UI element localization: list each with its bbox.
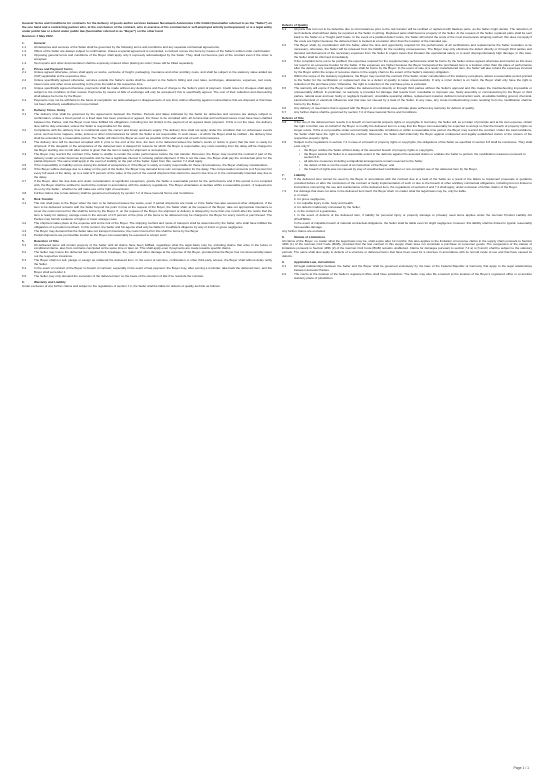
clause-text: The delivery time shall be governed by the agreements between the Parties. Periods and dates indicated by the Seller for deliveries and services are always subject to confirmation, unless a fixed period or a fixed date has been promised or agreed. For these to be complied with, all commercial and technical issues must have been clarified between the Parties, and the Buyer must have fulfilled his obligations, including but not limited to the payment of an agreed down payment. If this is not the case, the delivery time will be duly extended, unless the Seller is responsible for the delay. <box>34 112 272 128</box>
clause-number: 6.2 <box>282 42 287 47</box>
clause <box>282 44 532 60</box>
clause <box>282 273 532 281</box>
bullet-text: the Buyer assists the Seller to a reasonable extent in the defence against the asserted claims or enables the Seller to perform the modification measures pursuant to section 6.8, <box>304 151 526 160</box>
lettered-item: b. for gross negligence, <box>294 196 326 201</box>
lettered-item: e. in the context of a guarantee, <box>294 208 337 213</box>
clause-number: 6.3 <box>282 58 287 63</box>
clause-number: 6.1 <box>282 26 287 31</box>
clause-number: 5.1 <box>22 242 27 247</box>
clause-text: All parts that turn out to be defective due to circumstances prior to the risk transfer will be rectified or replaced with flawless parts, as the Seller might decide. The detection of such defects shall without delay be reported to the Seller in writing. Replaced parts shall become property of the Seller. At the request of the Seller, replaced parts shall be sent back to the Seller on a "freight paid" basis. In the event of a justified defect notice, the Seller will refund the costs of the most inexpensive shipping method; this does not apply if the costs are higher because the delivered item is located at a location other than the location of the intended use. <box>294 26 532 43</box>
clause-text: Within the scope of the statutory regulations, the Buyer may rescind the contract if the Seller, under consideration of the statutory exceptions, allows a reasonable period granted to the Seller for the rectification or replacement due to a defect of quality to lapse unsuccessfully. If only a minor defect is on hand, the Buyer shall only have the right to reduction of the purchase price. Otherwise, the right to reduction of the purchase price is excluded. <box>294 74 532 87</box>
clause <box>22 275 272 279</box>
clause-text: Unless agreed otherwise, prices shall apply ex works, exclusive of freight, packaging, insurance and other ancillary costs, and shall be subject to the statutory value added tax (VAT) applicable at the respective time. <box>34 70 272 79</box>
section-number: 6. <box>22 280 25 285</box>
clause-number: 9.2 <box>282 272 287 277</box>
clause-number: 1.4 <box>22 60 27 65</box>
clause-number: 1.2 <box>22 48 27 53</box>
section-title: Defects of Quality <box>282 23 308 27</box>
clause-number: 6.8 <box>282 119 287 124</box>
clause-number: 5.4 <box>22 266 27 271</box>
clause-number: 2.2 <box>22 78 27 83</box>
clause-number: 6.7 <box>282 109 287 114</box>
clause <box>282 190 532 194</box>
left-column <box>22 22 272 289</box>
bullet-item <box>299 168 532 172</box>
clause-number: 1.1 <box>22 44 27 49</box>
bullet-text: the Buyer notifies the Seller without delay of the asserted breach of property rights or copyrights, <box>304 147 434 152</box>
section-title: Statute of Limitations <box>294 234 326 239</box>
section <box>282 261 532 281</box>
clause-text: The shipment takes place at the expense and at the risk of the Buyer. The shipping method and mode of transport shall be determined by the Seller, who shall have fulfilled the obligations of a prudent merchant. In this context, the Seller and his agents shall only be liable for insufficient diligence by way of intent or gross negligence. <box>34 220 272 229</box>
clause-text: The Buyer shall, by coordination with the Seller, allow the time and opportunity required for the performance of all rectifications and replacements the Seller considers to be necessary; otherwise, the Seller will be released from the liability for the resulting consequences. The Buyer may only eliminate the defect directly or through third parties and demand reimbursement of the necessary expenses from the Seller in urgent cases that threaten the operational safety or to avert disproportionately high damage; in this case, the Seller shall be informed immediately. <box>294 42 532 59</box>
clause-text: The Buyer may demand that the Seller take out transport insurance; the costs incurred for this shall be borne by the Buyer. <box>34 228 200 233</box>
revision-date: Revision: 1 May 2022 <box>22 33 53 38</box>
section <box>22 68 272 108</box>
clause-text: Subject to the regulations in section 7.2 in case of a breach of property rights or copyrights, the obligations of the Seller as specified in section 6.8 shall be conclusive. They shall exist only if: <box>294 139 532 148</box>
right-column <box>282 22 532 281</box>
clause-text: If the Buyer suffers damage due to a delay on the part of the Seller, the Buyer may demand lump sum compensation for the delay. This compensation amounts to 0.5 percent for every full week of the delay, up to a total of 5 percent of the value of the part of the overall shipment that cannot be used in due time or in the contractually intended way due to the delay. <box>34 167 272 180</box>
clause-text: Compliance with the delivery time is conditional upon the correct and timely upstream supply. The delivery time shall not apply under the condition that no unforeseen events occur, such as force majeure, strike, lockout or other circumstances for which the Seller is not responsible. In such cases - of which the Buyer shall be notified - the delivery time shall be extended by a reasonable period. The Seller will inform the Buyer as soon as possible of the start and end of such circumstances. <box>34 127 272 140</box>
clause-text: If the delivered item cannot be used by the Buyer in accordance with the contract due to a fault of the Seller as a result of the failure to implement proposals or guidance provided before or after the conclusion of the contract or faulty implementation of such or due to the breach of other ancillary contractual obligations, including but not limited to instructions concerning the use and maintenance of the delivered item, the regulations of sections 6 and 7.2 shall apply, under exclusion of further claims of the Buyer. <box>294 177 532 190</box>
bullet-list <box>299 149 532 173</box>
clause-number: 7.2 <box>282 189 287 194</box>
clause <box>22 202 272 222</box>
bullet-icon: • <box>299 163 301 168</box>
section-title: Applicable Law, Jurisdiction <box>294 260 336 265</box>
clause-text: In the event of conduct of the Buyer in breach of contract, especially in the event of late payment, the Buyer may, after serving a reminder, take back the delivered item, and the Buyer shall surrender it. <box>34 266 272 275</box>
clause-number: 9.1 <box>282 264 287 269</box>
section-paragraph: All claims of the Buyer, no matter what the legal basis may be, shall expire after 12 months; this also applies to the limitation of recourse claims in the supply chain pursuant to Section 445b (1) of the German Civil Code (BGB), provided that the last contract in this supply chain does not constitute a purchase of consumer goods. The suspension of the statute of limitations pursuant to Section 445b (2) of the German Civil Code (BGB) remains unaffected. Claims for damages pursuant to section 7.2 a) to f) and i) shall be subject to the statutory periods. The same shall also apply to defects of a structure or delivered items that have been used for a structure in accordance with its normal mode of use and that have caused its defects. <box>282 238 532 259</box>
clause-text: All delivered items will remain property of the Seller until all claims have been fulfilled, regardless what the legal basis may be, including claims that arise in the future or conditional claims, also from contracts concluded at the same time or later on. This shall apply even if payments are made towards specific claims. <box>34 242 272 251</box>
lettered-item: a. in intent <box>294 193 309 198</box>
clause-text: The Buyer may rescind the contract if the Seller is unable to render the entire performance before the risk transfer. Moreover, the Buyer may rescind the contract if part of the delivery under an order becomes impossible and he has a legitimate interest in refusing partial shipment. If this is not the case, the Buyer shall pay the contractual price for the partial shipment. The same shall apply in the event of inability on the part of the Seller. Apart from this, section 7.2 shall apply. <box>34 151 272 164</box>
clause-text: Partial shipments are permissible insofar as the Buyer can reasonably be expected to accept such. <box>34 232 168 237</box>
lettered-list <box>294 194 532 230</box>
bullet-icon: • <box>299 167 301 172</box>
section-number: 3. <box>22 108 25 113</box>
clause-number: 1.3 <box>22 52 27 57</box>
clause-number: 3.2 <box>22 127 27 132</box>
bullet-text: the breach of rights was not caused by way of unauthorised modification or non-compliant use of the delivered item by the Buyer. <box>304 167 478 172</box>
section <box>282 236 532 260</box>
clause-number: 3.1 <box>22 112 27 117</box>
clause-number: 4.2 <box>22 220 27 225</box>
clause-text: Any further claims shall be governed by section 7.2 of these General Terms and Conditions. <box>294 109 418 114</box>
clause-number: 7.1 <box>282 177 287 182</box>
bullet-icon: • <box>299 147 301 152</box>
clause <box>22 234 272 238</box>
clause-text: Payments may not be withheld on the basis of complaints not acknowledged or disagreements of any kind, and/or offsetting against counterclaims that are disputed or that have not been effectively established is not permitted. <box>34 98 272 107</box>
section-title: Warranty and Liability <box>34 280 66 285</box>
section-number: 4. <box>22 197 25 202</box>
clause-text: The Seller may insure the delivered item against theft, breakage, fire, water and other damage at the expense of the Buyer, provided that the Buyer has not demonstrably taken out the respective insurance. <box>34 250 272 259</box>
clause-text: If the impossibility or inability occurs during the default of acceptance or if the Buyer is solely or mainly responsible for these circumstances, the Buyer shall pay consideration. <box>34 163 269 168</box>
clause-text: Any delivery of used items that is agreed with the Buyer in an individual case will take place without any warranty for defects of quality. <box>294 106 475 111</box>
clause <box>282 60 532 76</box>
section-number: 1. <box>22 40 25 45</box>
clause-text: Test reports and other documentation shall be expressly ordered when placing an order; these will be billed separately. <box>34 60 194 65</box>
contract-title: General Terms and Conditions for contracts for the delivery of goods and/or services between Nussbaum Automotive Lifts GmbH (hereinafter referred to as the "Seller") on the one hand and a contracting partner who, at the conclusion of the contract, acts in exercise of his commercial or self-employed activity (entrepreneur) or is a legal entity under public law or a fund under public law (hereinafter referred to as "Buyer") on the other hand <box>22 21 272 33</box>
clause-text: Further claims due to late delivery shall be governed exclusively by section 7.2 of these General Terms and Conditions. <box>34 191 195 196</box>
clause-number: 2.1 <box>22 70 27 75</box>
section-number: 9. <box>282 260 285 265</box>
clause-number: 4.1 <box>22 200 27 205</box>
bullet-text: the defect of title is not the result of an instruction of the Buyer, and <box>304 163 395 168</box>
clause <box>282 87 532 107</box>
clause-number: 6.5 <box>282 86 287 91</box>
bullet-icon: • <box>299 159 301 164</box>
section-number: 8. <box>282 234 285 239</box>
section <box>22 42 272 66</box>
section-title: Delivery Times, Delay <box>34 108 66 113</box>
clause <box>282 111 532 115</box>
section <box>22 198 272 238</box>
clause-number: 4.4 <box>22 232 27 237</box>
section <box>22 240 272 280</box>
clause-number: 5.3 <box>22 258 27 263</box>
clause-text: The warranty will expire if the Buyer modifies the delivered item directly or through third parties without the Seller's approval and this makes the troubleshooting impossible or unreasonably difficult. In particular, no warranty is provided for damage that results from: unsuitable or improper use, faulty assembly or commissioning by the Buyer or third parties, natural wear and tear, faulty or negligent treatment, unsuitable operating utilities, replacement material, deficient construction work, unsuitable building ground, chemical, electrochemical or electrical influences and that was not caused by a fault of the Seller. In any case, any crude troubleshooting costs resulting from the modification shall be borne by the Buyer. <box>294 86 532 107</box>
clause-text: Unless specifically agreed otherwise, services outside the Seller's works shall be subject to the Seller's billing and cost rates, surcharges, allowances, expenses, tool costs, travel costs and other costs according to the price list valid at the respective time. <box>34 78 272 87</box>
section <box>282 174 532 233</box>
clause <box>22 62 272 66</box>
section <box>282 24 532 115</box>
clause-text: The delivery time will be deemed complied with if, prior to the end of the time, the item to be delivered leaves the Seller's works or notice is given that the item is ready for shipment. If the despatch or the acceptance of the delivered item is delayed for reasons for which the Buyer is responsible, any costs resulting from the delay will be charged to the Buyer starting one month after notice is given that the item is ready for shipment or acceptance. <box>34 139 272 152</box>
section-title: Risk Transfer <box>34 197 54 202</box>
clause-number: 6.4 <box>282 74 287 79</box>
section-number: 7. <box>282 173 285 178</box>
clause <box>282 121 532 141</box>
lettered-item: d. for defects maliciously concealed by the Seller, <box>294 204 361 209</box>
clause-text: All legal relationships between the Seller and the Buyer shall be governed exclusively by the laws of the Federal Republic of Germany that apply to the legal relationships between domestic Parties. <box>294 264 532 273</box>
section-title: Prices and Payment Terms <box>34 66 73 71</box>
clause <box>22 192 272 196</box>
section-title: General <box>34 40 46 45</box>
clause-text: The Seller may only demand the surrender of the delivered item on the basis of the retention of title if he rescinds the contract. <box>34 274 204 279</box>
clause-number: 6.9 <box>282 139 287 144</box>
clause <box>22 141 272 153</box>
clause <box>22 113 272 129</box>
clause-text: The risk shall pass to the Buyer when the item to be delivered leaves the works, even if partial shipments are made or if the Seller has also assumed other obligations. If the item to be delivered remains with the Seller beyond the point in time at the request of the Buyer, the Seller shall, at the request of the Buyer, take out appropriate insurance to cover the costs incurred for this shall be borne by the Buyer. If, on the request of the Buyer, the shipment or delivery is delayed by more than one month after the notice that the item is ready for delivery, storage costs in the amount of 0.5 percent of the price of the items to be delivered may be charged to the Buyer for every month or part thereof. The Parties may furnish evidence of higher or lower storage costs. <box>34 200 272 221</box>
section-number: 5. <box>22 238 25 243</box>
section-title: Retention of Title <box>34 238 59 243</box>
lettered-item: In the event of culpable breach of material contractual obligations, the Seller shall be liable even for slight negligence; however, this liability shall be limited to typical, reasonably foreseeable damage. <box>294 220 532 229</box>
section-title: Defects of Title <box>282 115 304 120</box>
clause-number: 3.6 <box>22 167 27 172</box>
clause-number: 3.3 <box>22 139 27 144</box>
clause-text: Opposing general terms and conditions of the Buyer shall apply only if expressly acknowledged by the Seller. They shall not become part of the contract even if the order is accepted. <box>34 52 272 61</box>
clause-number: 2.3 <box>22 86 27 91</box>
clause-text: All deliveries and services of the Seller shall be governed by the following terms and conditions and any separate contractual agreements. <box>34 44 220 49</box>
clause-text: If the use of the delivered item results in a breach of commercial property rights or copyrights in Germany, the Seller will, as a matter of principle and at his own expense, obtain the right to further use on behalf of the Buyer or modify the delivered item in a way that the Buyer can reasonably be expected to accept so that the breach of property rights no longer exists. If this is not possible under economically reasonable conditions or within a reasonable time period, the Buyer may rescind the contract. Under the said conditions, the Seller shall have the right to rescind the contract. Moreover, the Seller shall indemnify the Buyer against undisputed and legally established claims of the owners of the respective property rights. <box>294 119 532 140</box>
section <box>282 117 532 172</box>
clause-text: Unless specifically agreed otherwise, payments shall be made without any deductions and free of charge to the Seller's point of payment. Credit notes for cheques shall apply subject to the condition of their receipt. Payments by means of bills of exchange will only be accepted if this is specifically agreed. The cost of their collection and discounting shall always be borne by the Buyer. <box>34 86 272 99</box>
clause-text: Under exclusion of any further claims and subject to the regulations of section 7.2, the Seller shall be liable for defects of quality and title as follows: <box>22 284 221 289</box>
right-sections <box>282 24 532 281</box>
clause-number: 2.4 <box>22 98 27 103</box>
clause-text: The Buyer shall not sell, pledge or assign as collateral the delivered item. In the event of seizures, confiscation or other third-party access, the Buyer shall without delay notify the Seller. <box>34 258 272 267</box>
clause-number: 3.8 <box>22 191 27 196</box>
clause-number: 3.4 <box>22 151 27 156</box>
clause-text: Offers of the Seller are always subject to confirmation. Unless a special agreement is concluded, a contract comes into force by means of the Seller's written order confirmation. <box>34 48 271 53</box>
clause-number: 3.7 <box>22 179 27 184</box>
clause-number: 5.5 <box>22 274 27 279</box>
page-number: Page 1 / 1 <box>513 766 529 770</box>
left-sections <box>22 42 272 289</box>
clause <box>282 28 532 44</box>
clause <box>22 99 272 107</box>
clause-number: 5.2 <box>22 250 27 255</box>
clause-text: If the complaint turns out to be justified, the expenses required for the supplementary performance shall be borne by the Seller unless agreed otherwise and insofar as this does not result in an excessive burden for the Seller. If the expenses are higher because the Buyer transported the purchased item to a location other than the place of performance after the delivery, any resulting additional costs shall be borne by the Buyer. In the event of sale of a newly manufactured item, the Seller will also refund the expenses incurred by the Buyer within the scope of recourse claims in the supply chain to the extent of the Seller's statutory obligation. <box>294 58 532 75</box>
section <box>22 281 272 289</box>
clause-text: If the Buyer, after the due date and under consideration of significant exceptions, grants the Seller a reasonable period for the performance and if this period is not complied with, the Buyer shall be entitled to rescind the contract in accordance with the statutory regulations. The Buyer undertakes to declare within a reasonable period - if requested to do so by the Seller - whether he will make use of his right of rescission. <box>34 179 272 192</box>
section-title: Liability <box>294 173 306 178</box>
clause-number: 4.3 <box>22 228 27 233</box>
clause <box>22 129 272 141</box>
clause-number: 6.6 <box>282 106 287 111</box>
clause-number: 3.5 <box>22 163 27 168</box>
section <box>22 109 272 196</box>
clause-text: For damage that does not arise in the delivered item itself, the Buyer shall, no matter what the legal basis may be, only be liable <box>294 189 466 194</box>
clause-text: The courts at the location of the Seller's registered office shall have jurisdiction. The Seller may also file a lawsuit at the location of the Buyer's registered office or at another statutory place of jurisdiction. <box>294 272 532 281</box>
section-tail: Any further claims are excluded. <box>282 228 326 233</box>
lettered-item: c. for culpable injury to life, body and health, <box>294 200 354 205</box>
bullet-icon: • <box>299 151 301 156</box>
section-number: 2. <box>22 66 25 71</box>
bullet-text: all defence measures including extrajudicial arrangements remain reserved to the Seller, <box>304 159 424 164</box>
lettered-item: f. in the event of defects of the delivered item, if liability for personal injury or property damage to privately used items applies under the German Product Liability Act (ProdHaftG). <box>294 212 532 221</box>
